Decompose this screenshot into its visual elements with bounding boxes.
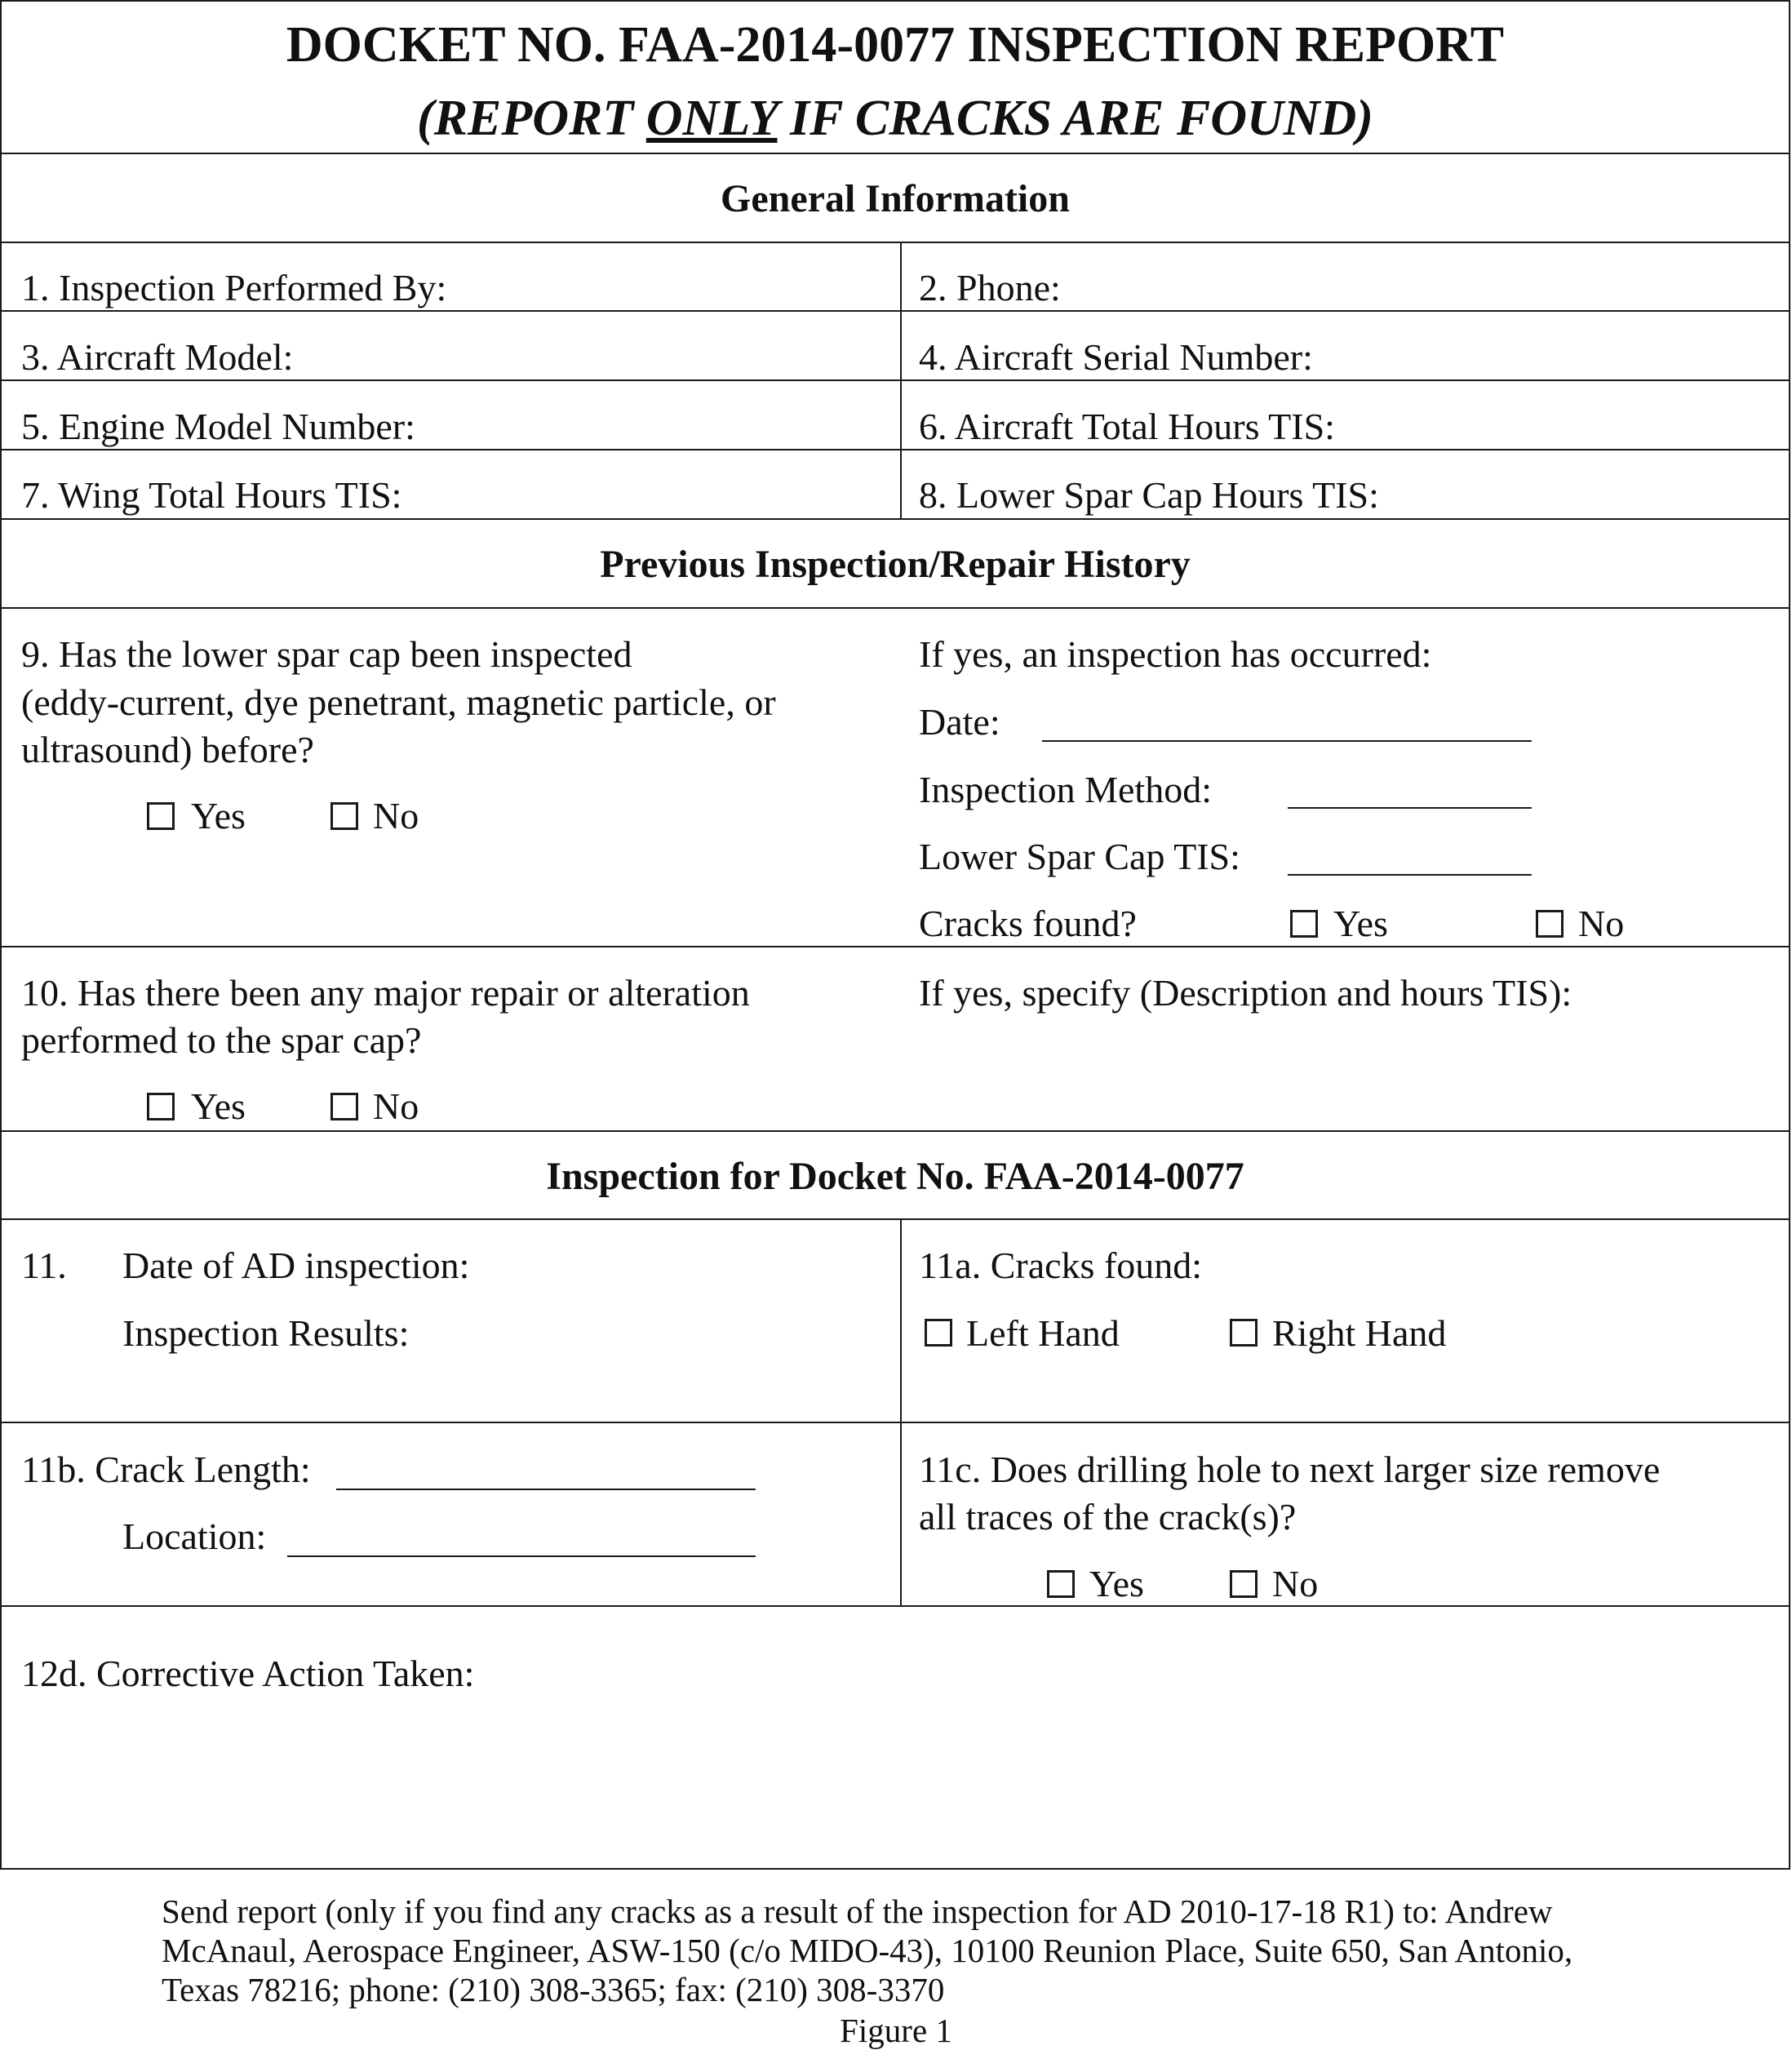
divider [2,946,1789,947]
field-phone: 2. Phone: [919,267,1061,308]
checkbox-11c-yes[interactable] [1047,1570,1075,1598]
column-divider [900,1218,902,1605]
divider [2,1605,1789,1607]
label-date-of-ad-inspection: Date of AD inspection: [122,1245,470,1286]
label-12d-corrective-action: 12d. Corrective Action Taken: [21,1653,475,1694]
date-blank-line[interactable] [1042,740,1532,742]
location-blank-line[interactable] [287,1555,756,1557]
checkbox-right-hand[interactable] [1230,1319,1258,1347]
crack-length-blank-line[interactable] [336,1489,756,1490]
field-aircraft-model: 3. Aircraft Model: [21,336,294,378]
divider [2,1218,1789,1220]
question-11c-line-1: 11c. Does drilling hole to next larger size remove [919,1449,1661,1490]
figure-caption: Figure 1 [840,2012,952,2049]
label-inspection-method: Inspection Method: [919,769,1212,810]
field-lower-spar-cap-hours: 8. Lower Spar Cap Hours TIS: [919,474,1379,516]
label-right-hand: Right Hand [1272,1312,1447,1354]
column-divider [900,242,902,518]
label-cracks-found-yes: Yes [1333,903,1388,944]
divider [2,1422,1789,1423]
if-yes-inspection-occurred: If yes, an inspection has occurred: [919,633,1432,675]
label-11c-no: No [1272,1563,1319,1604]
checkbox-cracks-found-yes[interactable] [1290,910,1318,938]
divider [2,242,1789,243]
label-q9-no: No [373,795,419,836]
divider [2,153,1789,154]
label-11a-cracks-found: 11a. Cracks found: [919,1245,1203,1286]
label-cracks-found-no: No [1578,903,1625,944]
question-9-line-3: ultrasound) before? [21,729,314,770]
label-q9-yes: Yes [191,795,246,836]
report-subtitle: (REPORT ONLY IF CRACKS ARE FOUND) [417,91,1373,146]
checkbox-q10-yes[interactable] [147,1093,175,1120]
footer-line-2: McAnaul, Aerospace Engineer, ASW-150 (c/o MIDO-43), 10100 Reunion Place, Suite 650, San Antonio, [162,1932,1573,1969]
field-inspection-performed-by: 1. Inspection Performed By: [21,267,447,308]
inspection-method-blank-line[interactable] [1288,807,1532,809]
field-aircraft-serial-number: 4. Aircraft Serial Number: [919,336,1313,378]
footer-line-1: Send report (only if you find any cracks as a result of the inspection for AD 2010-17-18 R1) to: Andrew [162,1892,1553,1930]
checkbox-left-hand[interactable] [925,1319,952,1347]
checkbox-cracks-found-no[interactable] [1536,910,1564,938]
question-11c-line-2: all traces of the crack(s)? [919,1496,1297,1538]
if-yes-specify: If yes, specify (Description and hours TIS): [919,972,1572,1014]
section-heading-general: General Information [721,177,1070,220]
checkbox-11c-no[interactable] [1230,1570,1258,1598]
checkbox-q9-yes[interactable] [147,802,175,830]
label-date: Date: [919,701,1000,743]
label-lower-spar-cap-tis: Lower Spar Cap TIS: [919,836,1240,877]
footer-line-3: Texas 78216; phone: (210) 308-3365; fax: (210) 308-3370 [162,1971,945,2008]
label-cracks-found: Cracks found? [919,903,1137,944]
label-location: Location: [122,1515,267,1557]
question-9-line-1: 9. Has the lower spar cap been inspected [21,633,632,675]
checkbox-q9-no[interactable] [330,802,358,830]
spar-cap-tis-blank-line[interactable] [1288,874,1532,876]
item-11-number: 11. [21,1245,67,1286]
field-wing-total-hours: 7. Wing Total Hours TIS: [21,474,402,516]
report-title: DOCKET NO. FAA-2014-0077 INSPECTION REPORT [286,17,1505,73]
field-engine-model-number: 5. Engine Model Number: [21,406,415,447]
divider [2,607,1789,609]
checkbox-q10-no[interactable] [330,1093,358,1120]
question-9-line-2: (eddy-current, dye penetrant, magnetic particle, or [21,681,776,723]
label-q10-yes: Yes [191,1085,246,1127]
question-10-line-1: 10. Has there been any major repair or alteration [21,972,750,1014]
label-11b-crack-length: 11b. Crack Length: [21,1449,311,1490]
field-aircraft-total-hours: 6. Aircraft Total Hours TIS: [919,406,1335,447]
question-10-line-2: performed to the spar cap? [21,1019,422,1061]
label-left-hand: Left Hand [966,1312,1120,1354]
label-inspection-results: Inspection Results: [122,1312,410,1354]
section-heading-inspection: Inspection for Docket No. FAA-2014-0077 [546,1155,1244,1198]
label-q10-no: No [373,1085,419,1127]
divider [2,1130,1789,1132]
label-11c-yes: Yes [1089,1563,1144,1604]
section-heading-history: Previous Inspection/Repair History [600,543,1191,586]
